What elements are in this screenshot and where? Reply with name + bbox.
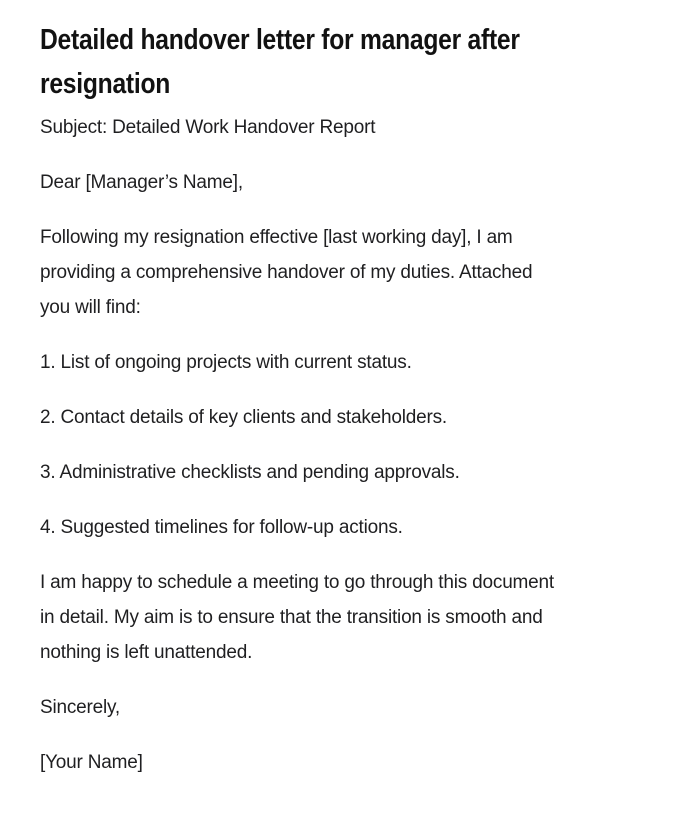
paragraph-line: nothing is left unattended. bbox=[40, 642, 253, 663]
list-item-4 bbox=[40, 510, 660, 545]
subject-line bbox=[40, 110, 660, 145]
list-item-1 bbox=[40, 345, 660, 380]
paragraph-line: you will find: bbox=[40, 297, 141, 318]
closing-paragraph bbox=[40, 565, 660, 670]
paragraph-line: providing a comprehensive handover of my duties. Attached bbox=[40, 262, 533, 283]
sign-off bbox=[40, 690, 660, 725]
paragraph-line: [Your Name] bbox=[40, 752, 143, 773]
paragraph-line: Following my resignation effective [last working day], I am bbox=[40, 227, 513, 248]
paragraph-line: 4. Suggested timelines for follow-up actions. bbox=[40, 517, 403, 538]
page-title bbox=[40, 18, 660, 106]
salutation bbox=[40, 165, 660, 200]
paragraph-line: Dear [Manager’s Name], bbox=[40, 172, 243, 193]
paragraph-line: 3. Administrative checklists and pending approvals. bbox=[40, 462, 460, 483]
signature-name bbox=[40, 745, 660, 780]
list-item-2 bbox=[40, 400, 660, 435]
list-item-3 bbox=[40, 455, 660, 490]
paragraph-line: I am happy to schedule a meeting to go through this document bbox=[40, 572, 554, 593]
page-title-line: Detailed handover letter for manager after bbox=[40, 24, 520, 56]
paragraph-line: 2. Contact details of key clients and stakeholders. bbox=[40, 407, 447, 428]
paragraph-line: Subject: Detailed Work Handover Report bbox=[40, 117, 376, 138]
paragraph-line: Sincerely, bbox=[40, 697, 121, 718]
paragraph-line: in detail. My aim is to ensure that the transition is smooth and bbox=[40, 607, 543, 628]
intro-paragraph bbox=[40, 220, 660, 325]
paragraph-line: 1. List of ongoing projects with current status. bbox=[40, 352, 412, 373]
page-title-line: resignation bbox=[40, 68, 171, 100]
